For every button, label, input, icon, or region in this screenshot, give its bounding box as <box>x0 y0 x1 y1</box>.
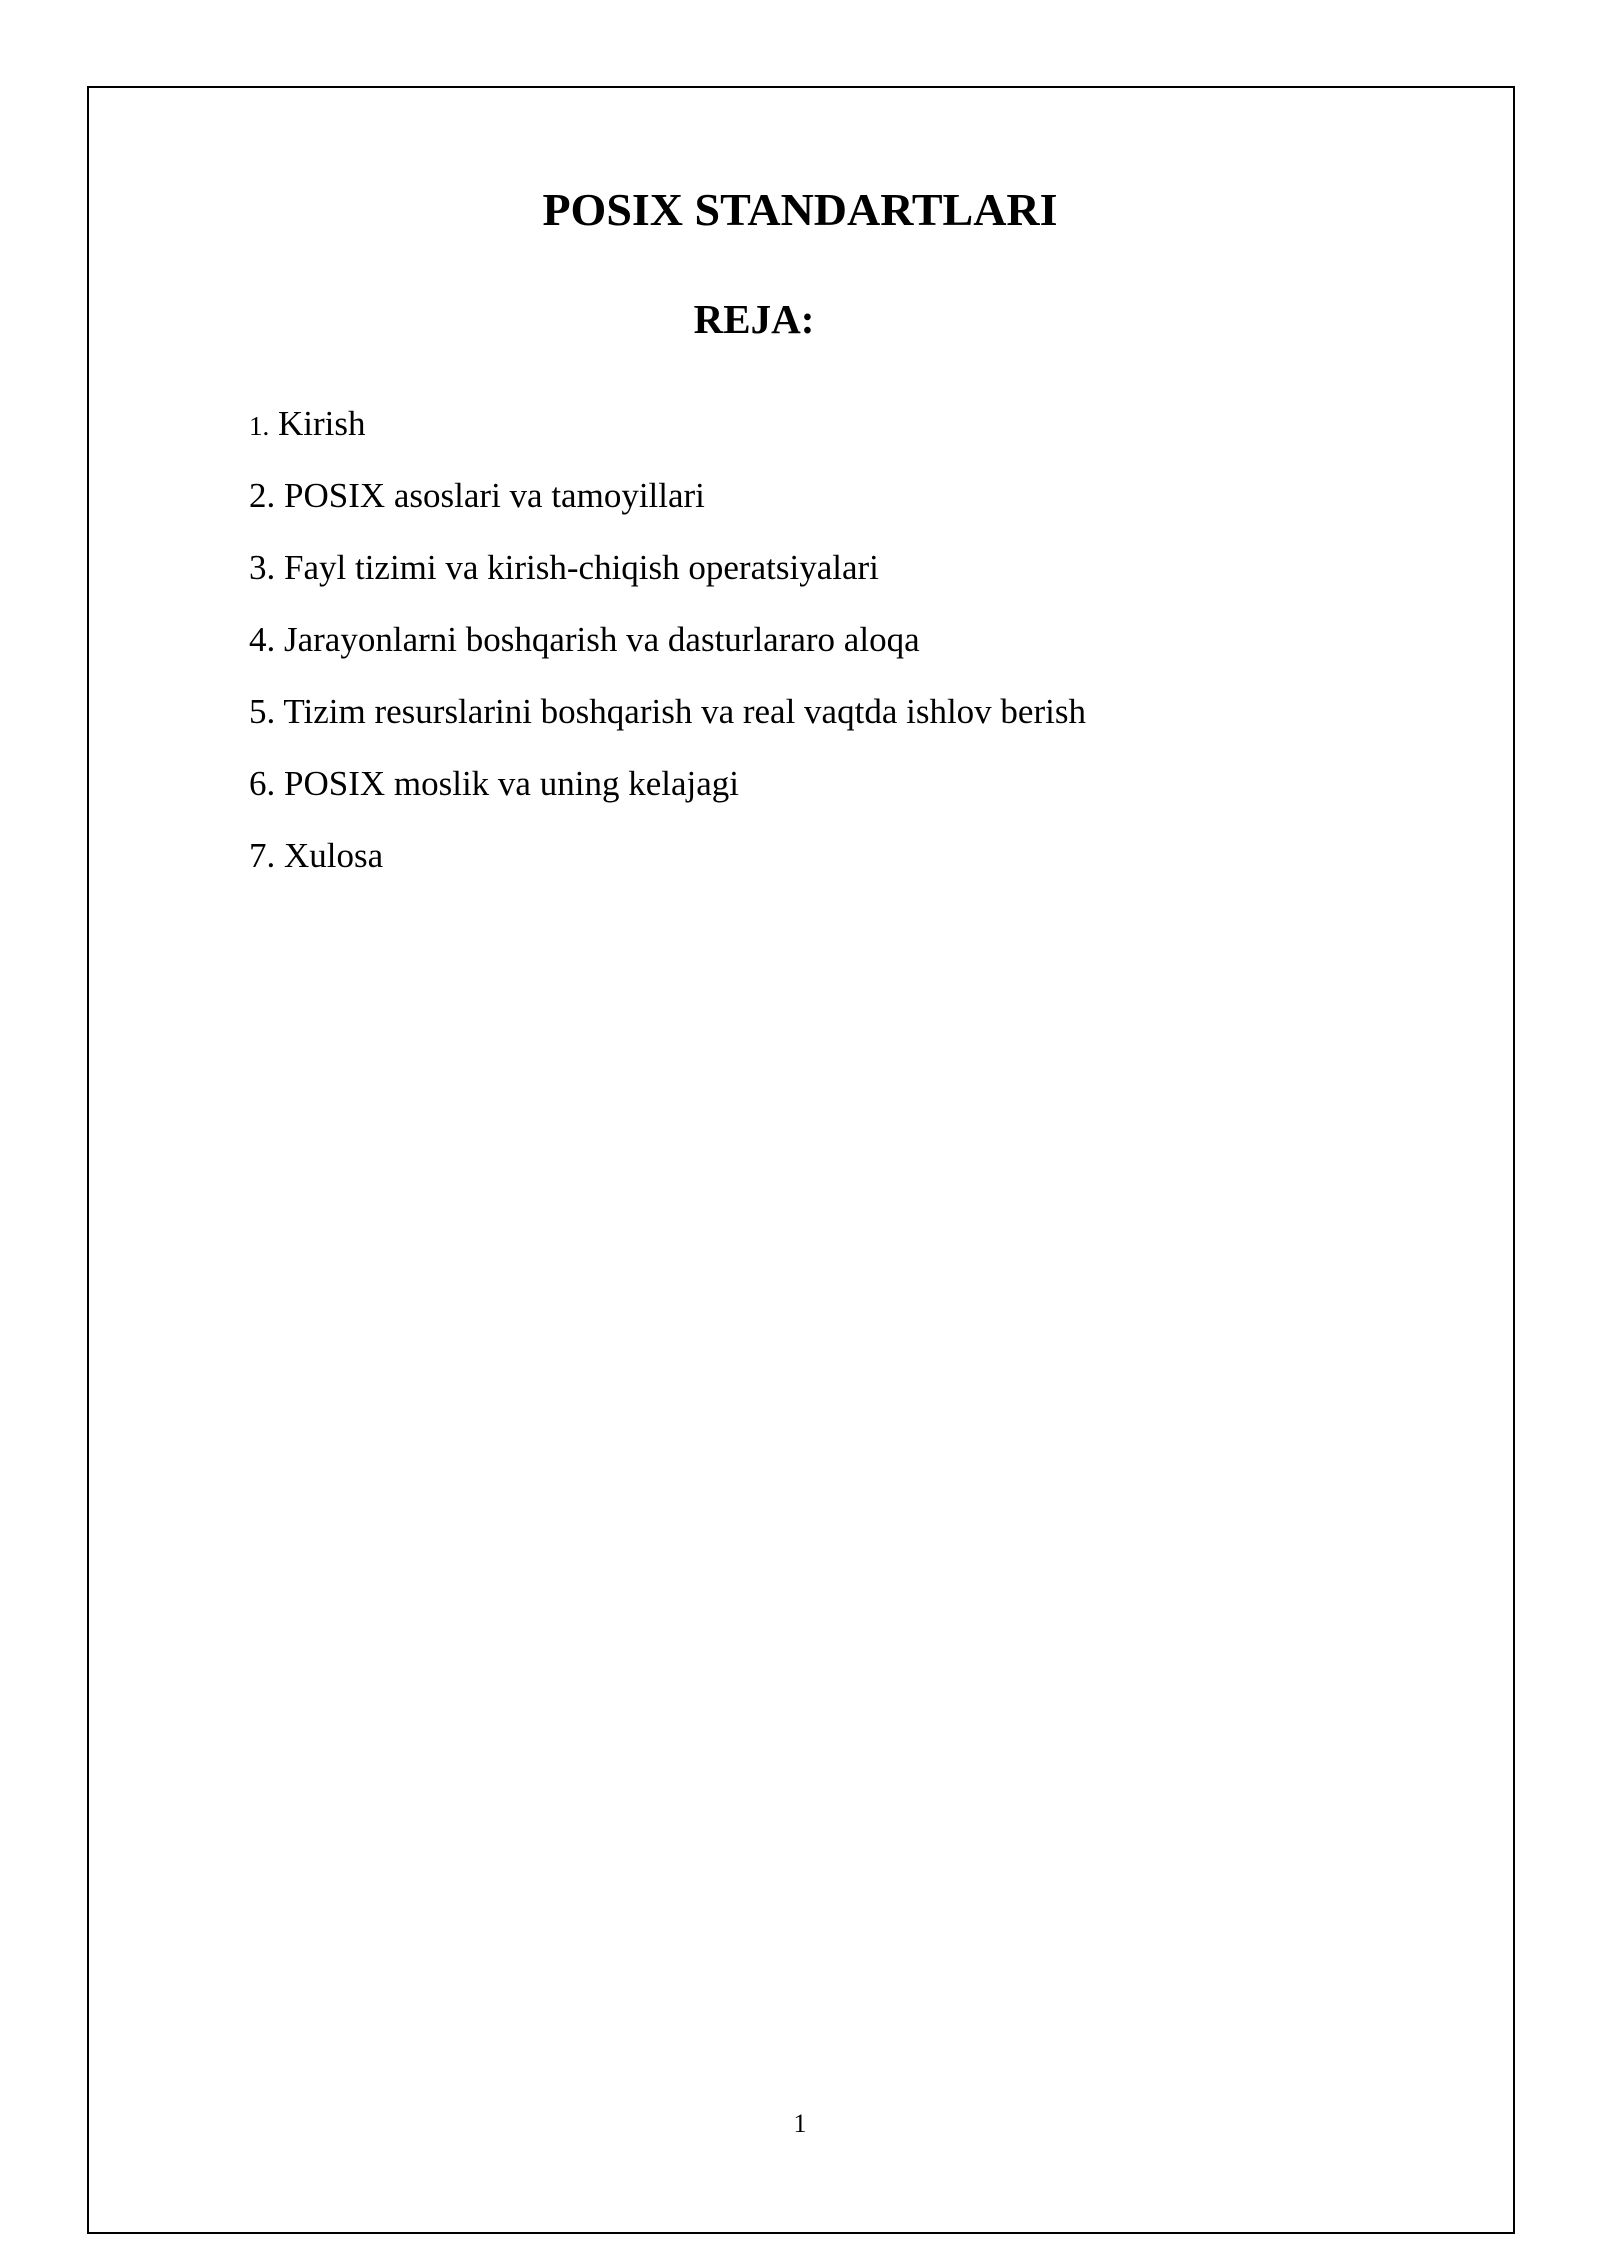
plan-item-text: Xulosa <box>275 836 384 875</box>
plan-item-1 <box>249 402 1086 446</box>
plan-item-text: Fayl tizimi va kirish-chiqish operatsiyalari <box>275 548 879 587</box>
plan-list <box>249 402 1086 906</box>
plan-item-7 <box>249 834 1086 878</box>
document-title: POSIX STANDARTLARI <box>542 184 1058 235</box>
plan-item-text: Kirish <box>269 404 366 443</box>
plan-item-number: 2. <box>249 476 276 515</box>
page-number: 1 <box>793 2109 807 2138</box>
plan-item-number: 6. <box>249 764 276 803</box>
plan-item-3 <box>249 546 1086 590</box>
plan-item-number: 4. <box>249 620 276 659</box>
plan-item-text: POSIX asoslari va tamoyillari <box>275 476 705 515</box>
plan-item-text: Tizim resurslarini boshqarish va real vaqtda ishlov berish <box>275 692 1086 731</box>
plan-item-4 <box>249 618 1086 662</box>
plan-item-5 <box>249 690 1086 734</box>
plan-item-number: 3. <box>249 548 276 587</box>
plan-item-number: 5. <box>249 692 276 731</box>
plan-item-text: Jarayonlarni boshqarish va dasturlararo aloqa <box>275 620 920 659</box>
plan-item-text: POSIX moslik va uning kelajagi <box>275 764 739 803</box>
plan-item-number: 1. <box>249 411 270 441</box>
plan-item-2 <box>249 474 1086 518</box>
plan-item-number: 7. <box>249 836 276 875</box>
plan-heading: REJA: <box>693 296 815 342</box>
plan-item-6 <box>249 762 1086 806</box>
